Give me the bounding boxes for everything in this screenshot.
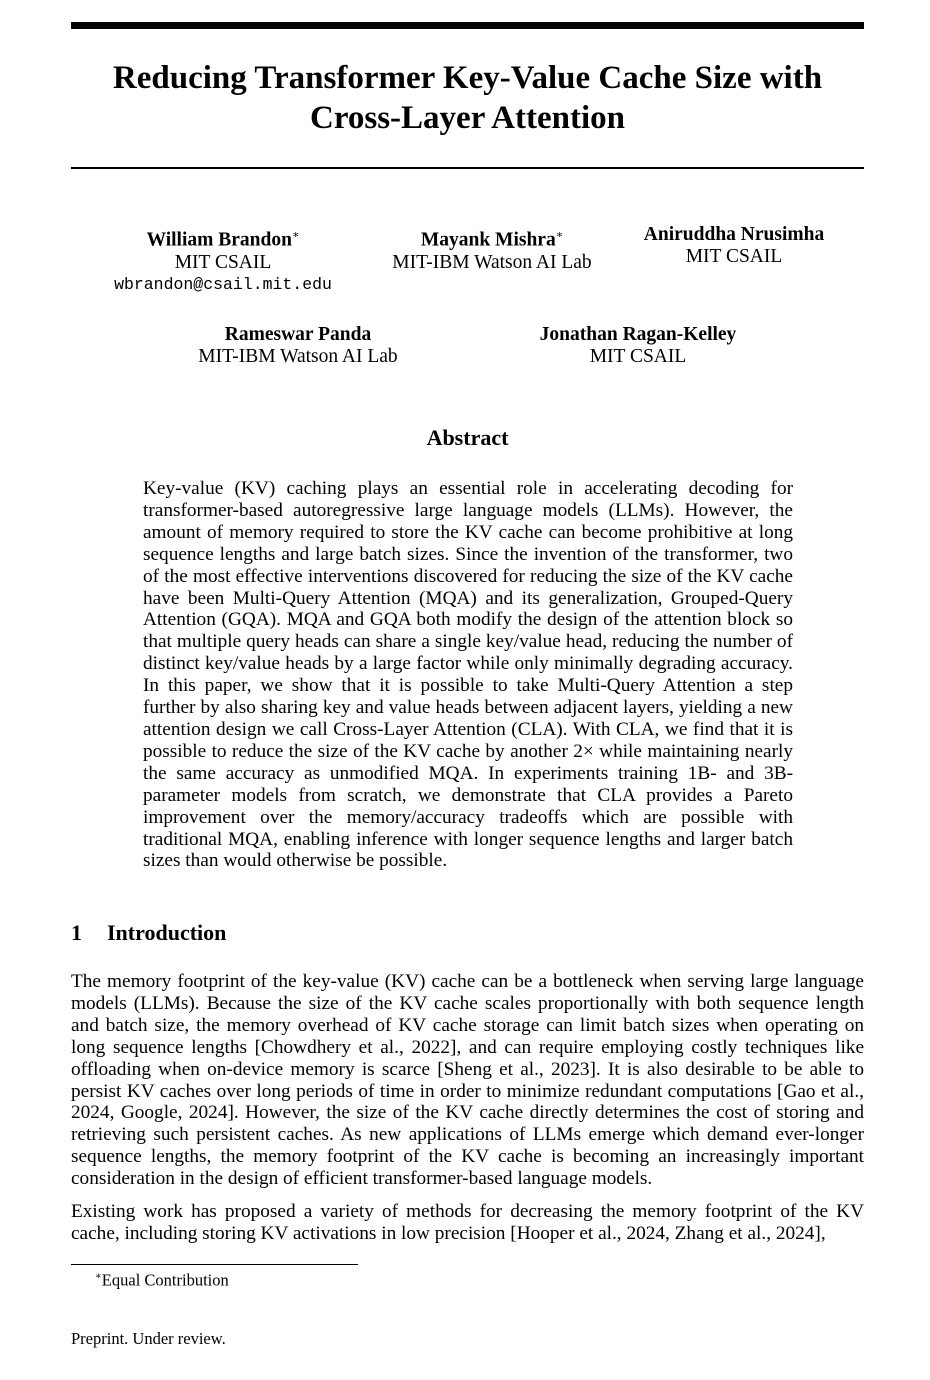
author-affiliation: MIT-IBM Watson AI Lab [198, 346, 398, 367]
footnote-mark: ∗ [95, 1271, 102, 1282]
abstract-heading: Abstract [426, 425, 509, 450]
section-heading [71, 918, 226, 948]
paper-title [71, 58, 864, 138]
preprint-notice: Preprint. Under review. [71, 1329, 226, 1348]
intro-paragraph-2: Existing work has proposed a variety of methods for decreasing the memory footprint of the KV cache, including storing KV activations in low precision [Hooper et al., 2024, Zhang et al., 2024], [71, 1201, 864, 1244]
author-block-panda [183, 324, 413, 368]
author-email[interactable]: wbrandon@csail.mit.edu [114, 274, 332, 294]
section-number: 1 [71, 920, 82, 945]
abstract-text: Key-value (KV) caching plays an essential role in accelerating decoding for transformer-based autoregressive large language models (LLMs). However, the amount of memory required to store the KV cache can become prohibitive at long sequence lengths and large batch sizes. Since the invention of the transformer, two of the most effective interventions discovered for reducing the size of the KV cache have been Multi-Query Attention (MQA) and its generalization, Grouped-Query Attention (GQA). MQA and GQA both modify the design of the attention block so that multiple query heads can share a single key/value head, reducing the number of distinct key/value heads by a large factor while only minimally degrading accuracy. In this paper, we show that it is possible to take Multi-Query Attention a step further by also sharing key and value heads between adjacent layers, yielding a new attention design we call Cross-Layer Attention (CLA). With CLA, we find that it is possible to reduce the size of the KV cache by another 2× while maintaining nearly the same accuracy as unmodified MQA. In experiments training 1B- and 3B-parameter models from scratch, we demonstrate that CLA provides a Pareto improvement over the memory/accuracy tradeoffs which are possible with traditional MQA, enabling inference with longer sequence lengths and larger batch sizes than would otherwise be possible. [143, 478, 793, 872]
footnote-text: Equal Contribution [101, 1270, 229, 1290]
section-title: Introduction [107, 920, 227, 945]
author-name: Jonathan Ragan-Kelley [539, 324, 737, 345]
title-line-2: Cross-Layer Attention [309, 100, 625, 136]
equal-contribution-mark: ∗ [291, 229, 300, 241]
author-affiliation: MIT-IBM Watson AI Lab [392, 251, 592, 273]
title-rule [71, 167, 864, 169]
footnote-rule [71, 1264, 358, 1265]
footnote [95, 1266, 229, 1292]
author-name: Mayank Mishra∗ [420, 229, 564, 251]
author-name: Rameswar Panda [224, 324, 372, 345]
title-line-1: Reducing Transformer Key-Value Cache Size with [112, 60, 823, 96]
author-block-brandon [108, 224, 338, 296]
author-name: William Brandon∗ [146, 229, 300, 251]
author-block-mishra [377, 224, 607, 274]
author-block-ragan-kelley [523, 324, 753, 368]
author-affiliation: MIT CSAIL [174, 251, 272, 273]
intro-paragraph-1: The memory footprint of the key-value (KV) cache can be a bottleneck when serving large language models (LLMs). Because the size of the KV cache scales proportionally with both sequence length and batch size, the memory overhead of KV cache storage can limit batch sizes when operating on long sequence lengths [Chowdhery et al., 2022], and can require employing costly techniques like offloading when on-device memory is scarce [Sheng et al., 2023]. It is also desirable to be able to persist KV caches over long periods of time in order to minimize redundant computations [Gao et al., 2024, Google, 2024]. However, the size of the KV cache directly determines the cost of storing and retrieving such persistent caches. As new applications of LLMs emerge which demand ever-longer sequence lengths, the memory footprint of the KV cache is becoming an increasingly important consideration in the design of efficient transformer-based language models. [71, 971, 864, 1190]
equal-contribution-mark: ∗ [555, 229, 564, 241]
top-rule [71, 22, 864, 29]
author-name: Aniruddha Nrusimha [643, 224, 825, 245]
author-block-nrusimha [629, 224, 839, 268]
author-affiliation: MIT CSAIL [589, 346, 687, 367]
author-affiliation: MIT CSAIL [685, 246, 783, 267]
